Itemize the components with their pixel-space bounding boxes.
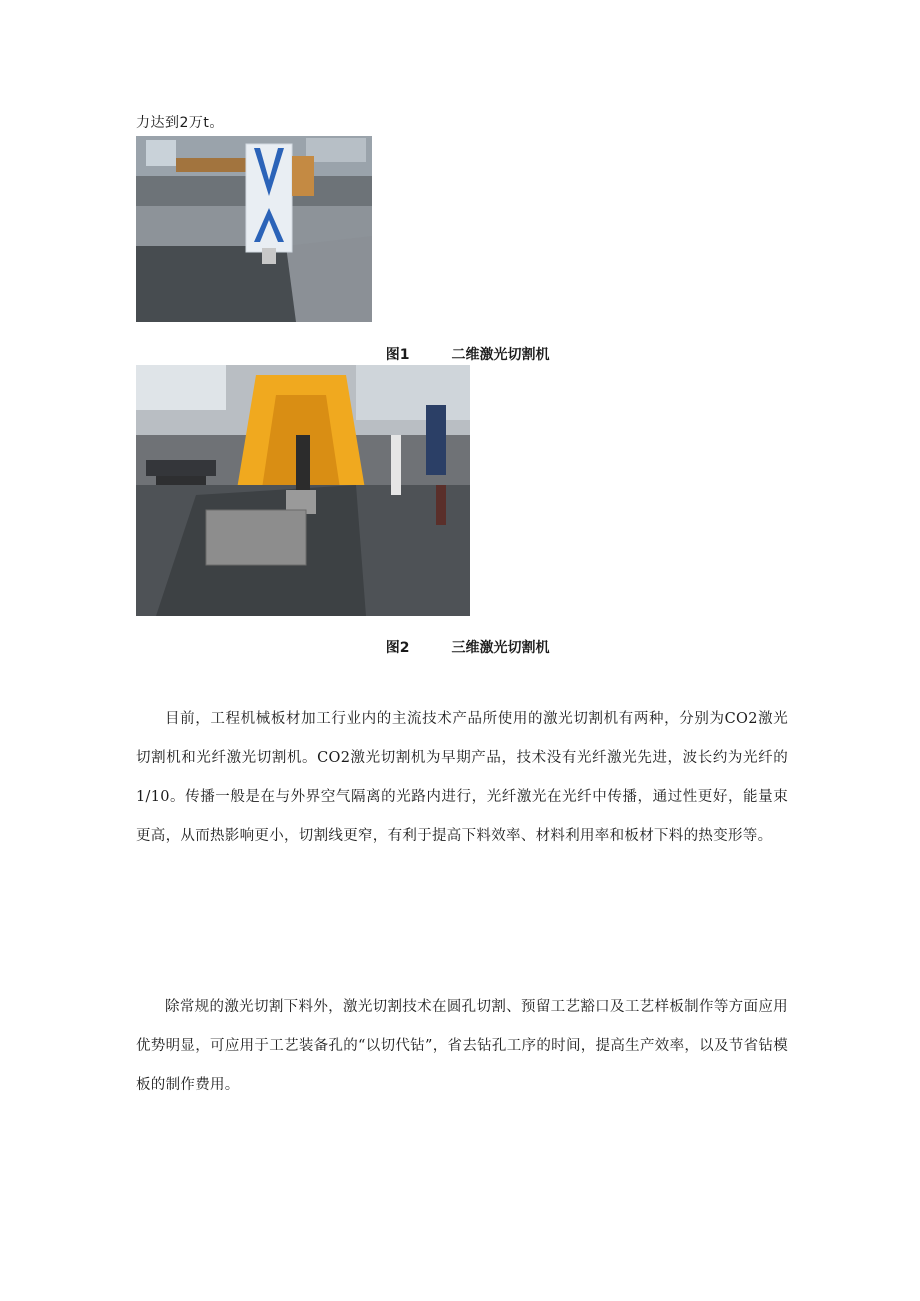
body-paragraph-1: 目前，工程机械板材加工行业内的主流技术产品所使用的激光切割机有两种，分别为CO2激光切割机和光纤激光切割机。CO2激光切割机为早期产品，技术没有光纤激光先进，波长约为光纤的1/10。传播一般是在与外界空气隔离的光路内进行，光纤激光在光纤中传播，通过性更好，能量束更高，从而热影响更小，切割线更窄，有利于提高下料效率、材料利用率和板材下料的热变形等。 bbox=[136, 711, 788, 844]
figure-2-title: 三维激光切割机 bbox=[451, 640, 550, 656]
figure-1-image bbox=[136, 136, 372, 322]
continuation-text: 力达到2万t。 bbox=[136, 115, 224, 131]
figure-2-label: 图2 bbox=[385, 640, 410, 656]
figure-2-caption bbox=[376, 621, 550, 657]
figure-1-caption bbox=[376, 328, 550, 364]
figure-1-title: 二维激光切割机 bbox=[451, 347, 550, 363]
figure-2-image bbox=[136, 365, 470, 616]
figure-1-label: 图1 bbox=[385, 347, 410, 363]
body-paragraph-2: 除常规的激光切割下料外，激光切割技术在圆孔切割、预留工艺豁口及工艺样板制作等方面应用优势明显，可应用于工艺装备孔的“以切代钻”，省去钻孔工序的时间，提高生产效率，以及节省钻模板的制作费用。 bbox=[136, 999, 788, 1093]
